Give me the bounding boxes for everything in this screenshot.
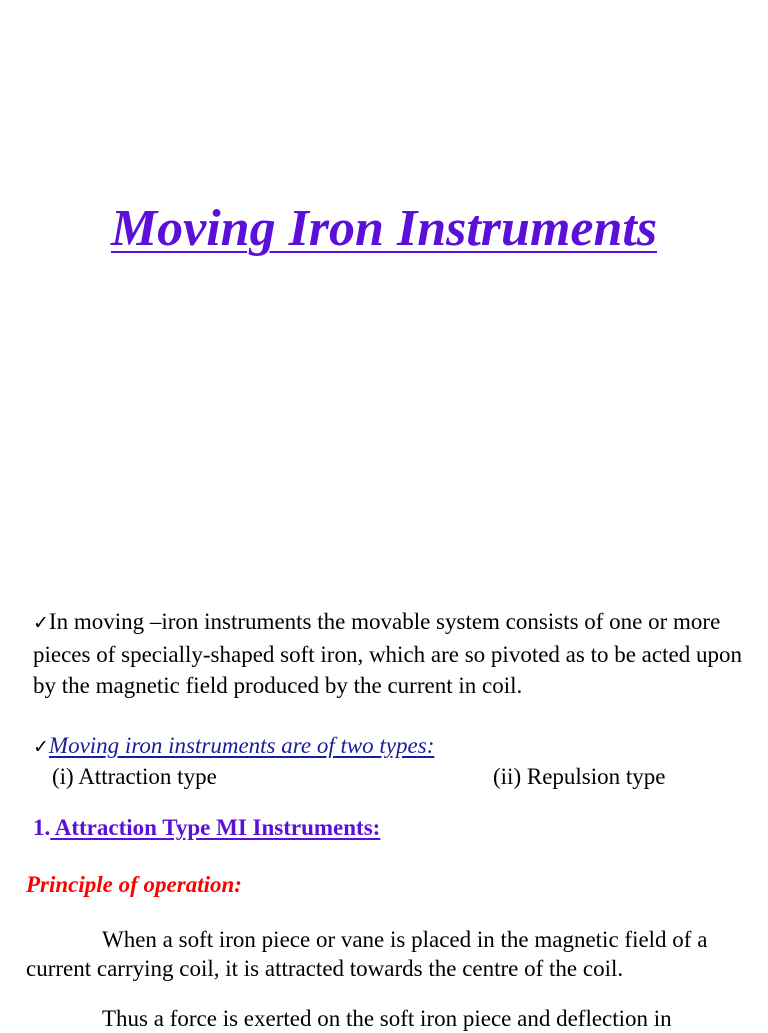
type-item-repulsion: (ii) Repulsion type [493,764,666,789]
section-title: Attraction Type MI Instruments: [50,815,381,840]
body-paragraph: When a soft iron piece or vane is placed in the magnetic field of a current carrying coil, it is attracted towards the centre of the coil. [26,927,708,981]
type-item-attraction: (i) Attraction type [52,764,217,789]
principle-heading: Principle of operation: [26,872,242,897]
page-title: Moving Iron Instruments [110,200,658,257]
checkmark-icon: ✓ [33,736,49,758]
types-heading: Moving iron instruments are of two types: [48,733,435,758]
checkmark-icon: ✓ [33,612,49,634]
types-heading-line [33,731,434,762]
section-heading [33,813,380,843]
intro-paragraph [33,606,753,701]
body-paragraph: Thus a force is exerted on the soft iron piece and deflection in [102,1006,672,1031]
intro-text: In moving –iron instruments the movable system consists of one or more pieces of specially-shaped soft iron, which are so pivoted as to be acted upon by the magnetic field produced by the current in coil. [33,609,742,698]
section-number: 1. [33,815,51,840]
